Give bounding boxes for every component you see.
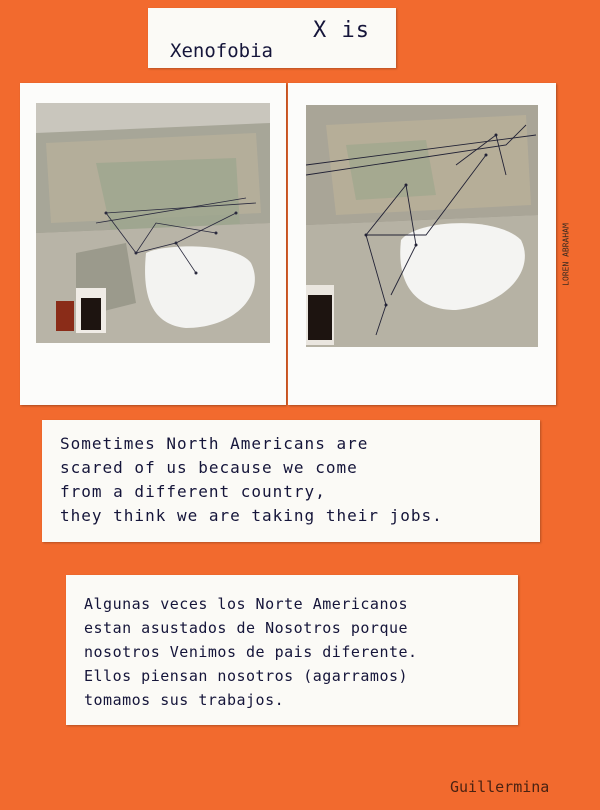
title-card — [148, 8, 396, 68]
photo-credit — [556, 190, 570, 320]
polaroid-photo-left — [20, 83, 286, 405]
spanish-line: Algunas veces los Norte Americanos — [84, 595, 409, 613]
spanish-line: estan asustados de Nosotros porque — [84, 619, 409, 637]
map-photo-left — [36, 103, 270, 343]
spanish-line: Ellos piensan nosotros (agarramos) — [84, 667, 409, 685]
english-line: they think we are taking their jobs. — [60, 506, 443, 525]
map-photo-right — [306, 105, 538, 347]
english-line: scared of us because we come — [60, 458, 358, 477]
title-letter: X is — [313, 18, 370, 43]
photo-credit-text: LOREN ABRAHAM — [561, 223, 571, 286]
spanish-line: nosotros Venimos de pais diferente. — [84, 643, 418, 661]
title-word: Xenofobia — [170, 40, 273, 62]
english-caption-card — [42, 420, 540, 542]
spanish-caption-card — [66, 575, 518, 725]
polaroid-photo-right — [288, 83, 556, 405]
signature: Guillermina — [450, 778, 550, 796]
spanish-line: tomamos sus trabajos. — [84, 691, 285, 709]
english-line: Sometimes North Americans are — [60, 434, 369, 453]
english-line: from a different country, — [60, 482, 326, 501]
